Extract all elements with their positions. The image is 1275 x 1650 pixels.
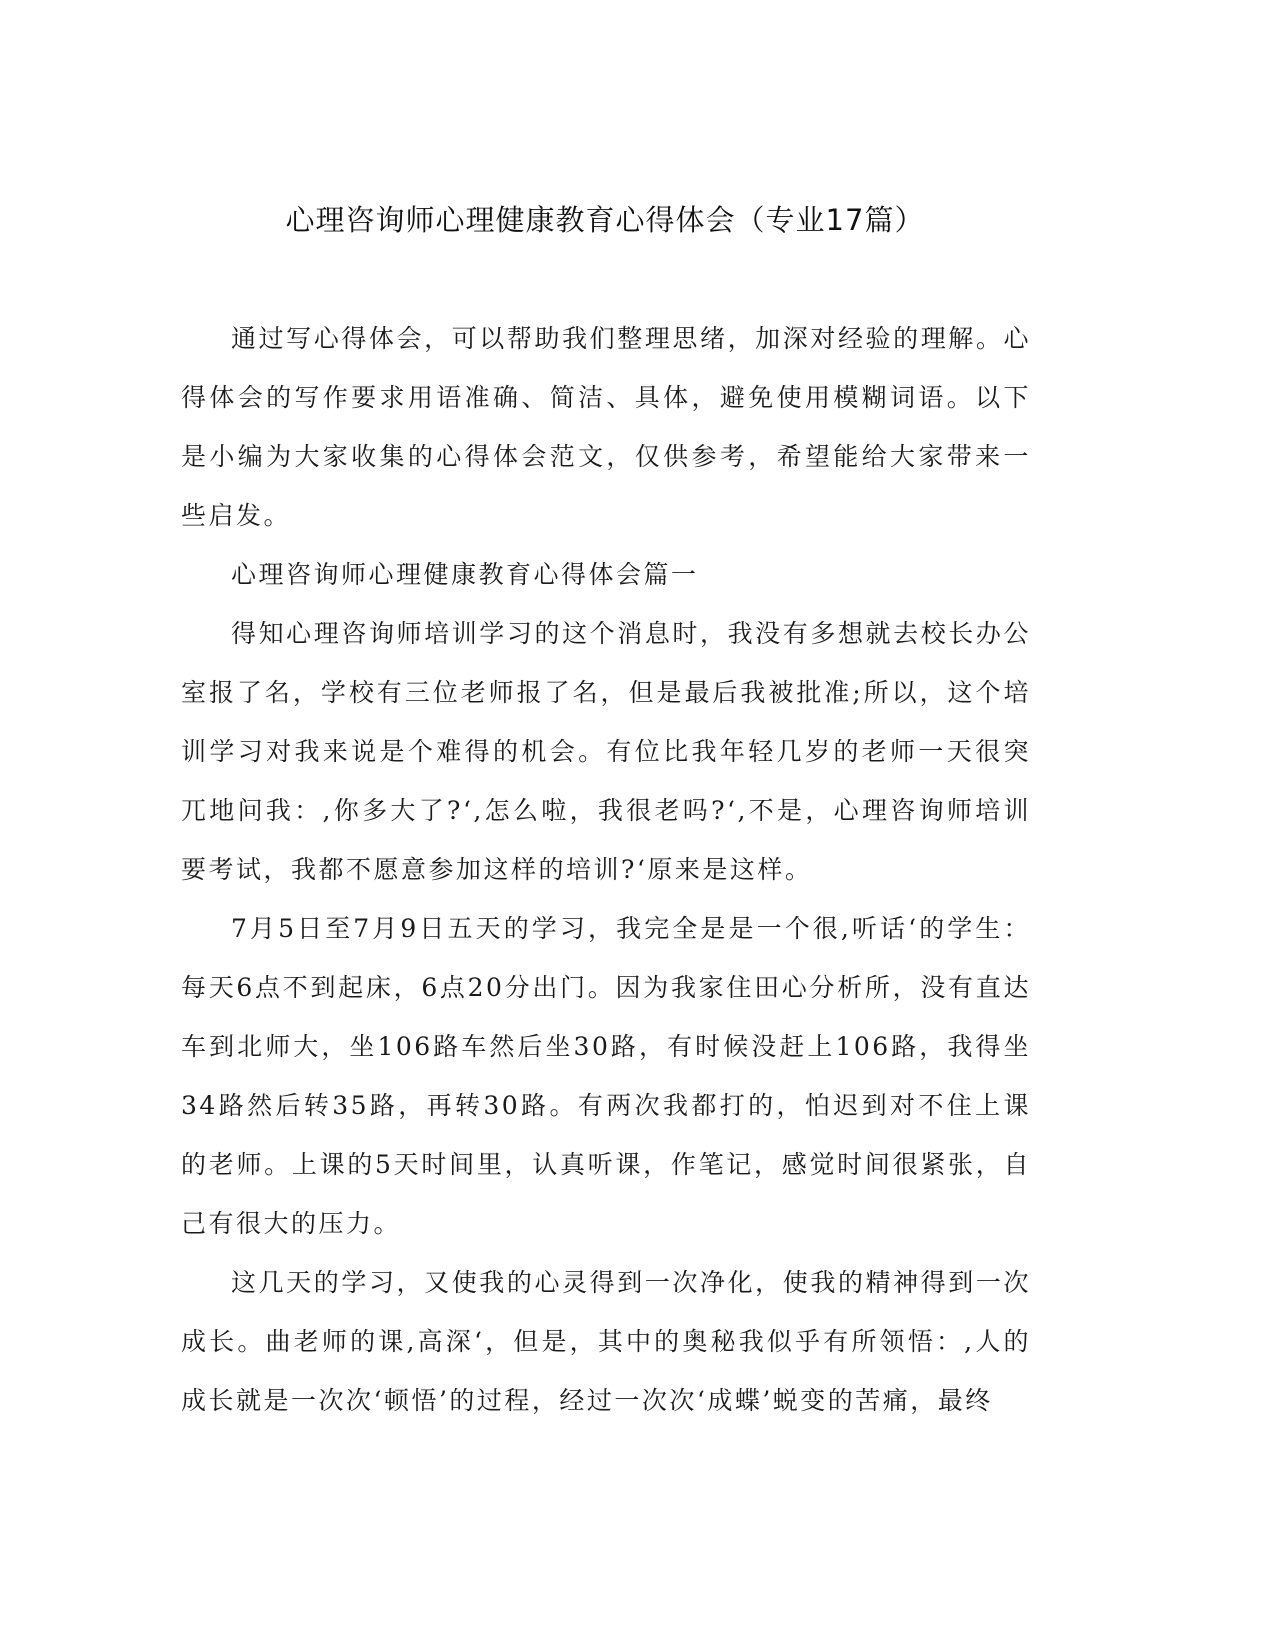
- section-heading: 心理咨询师心理健康教育心得体会篇一: [231, 560, 699, 589]
- body-paragraph: 这几天的学习，又使我的心灵得到一次净化，使我的精神得到一次成长。曲老师的课,高深‘，但是，其中的奥秘我似乎有所领悟：,人的成长就是一次次‘顿悟’的过程，经过一次次‘成蝶’蜕变的苦痛，最终: [181, 1268, 1031, 1415]
- intro-paragraph: 通过写心得体会，可以帮助我们整理思绪，加深对经验的理解。心得体会的写作要求用语准确、简洁、具体，避免使用模糊词语。以下是小编为大家收集的心得体会范文，仅供参考，希望能给大家带来一些启发。: [181, 324, 1031, 530]
- document-body: [181, 309, 1031, 1430]
- body-paragraph: 7月5日至7月9日五天的学习，我完全是是一个很,听话‘的学生：每天6点不到起床，6点20分出门。因为我家住田心分析所，没有直达车到北师大，坐106路车然后坐30路，有时候没赶上106路，我得坐34路然后转35路，再转30路。有两次我都打的，怕迟到对不住上课的老师。上课的5天时间里，认真听课，作笔记，感觉时间很紧张，自己有很大的压力。: [181, 914, 1031, 1238]
- body-paragraph: 得知心理咨询师培训学习的这个消息时，我没有多想就去校长办公室报了名，学校有三位老师报了名，但是最后我被批准;所以，这个培训学习对我来说是个难得的机会。有位比我年轻几岁的老师一天很突兀地问我：,你多大了?‘,怎么啦，我很老吗?‘,不是，心理咨询师培训要考试，我都不愿意参加这样的培训?‘原来是这样。: [181, 619, 1031, 884]
- document-title: 心理咨询师心理健康教育心得体会（专业17篇）: [285, 203, 925, 237]
